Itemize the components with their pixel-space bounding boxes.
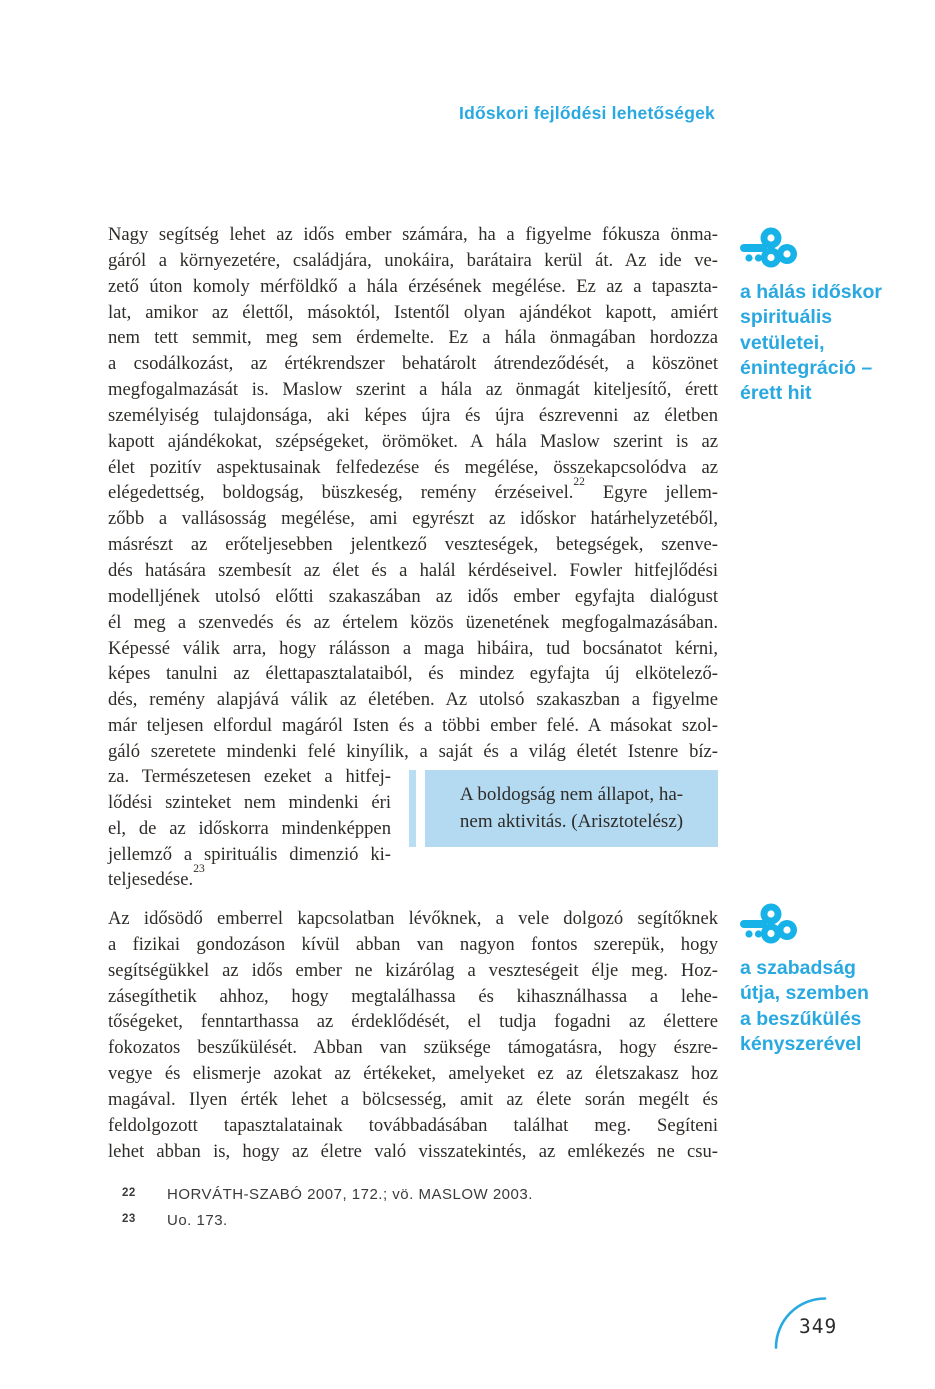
footnote-23 bbox=[122, 1212, 682, 1238]
footnote-ref-22: 22 bbox=[573, 476, 585, 489]
margin-note-line: kényszerével bbox=[740, 1032, 862, 1055]
text-line: gáról a környezetére, családjára, unokáira, barátaira kerül át. Az ide ve- bbox=[108, 249, 718, 271]
margin-note-line: spirituális bbox=[740, 306, 833, 329]
text-segment: teljesedése. bbox=[108, 869, 194, 891]
running-header: Időskori fejlődési lehetőségek bbox=[459, 103, 715, 123]
text-line: lődési szinteket nem mindenki éri bbox=[108, 791, 391, 813]
text-line: lat, amikor az élettől, másoktól, Istentől olyan ajándékot kapott, amiért bbox=[108, 301, 718, 323]
text-line: za. Természetesen ezeket a hitfej- bbox=[108, 766, 391, 787]
margin-note-line: a beszűkülés bbox=[740, 1007, 862, 1030]
text-line: lehet abban is, hogy az életre való visszatekintés, az emlékezés ne csu- bbox=[108, 1140, 718, 1162]
pull-quote-line: A boldogság nem állapot, ha- bbox=[459, 784, 684, 805]
text-line: vegye és elismerje azokat az értékeket, amelyeket ez az életszakasz hoz bbox=[108, 1063, 718, 1085]
footnotes bbox=[122, 1186, 682, 1238]
footnote-text: Uo. 173. bbox=[167, 1212, 228, 1229]
footnote-number: 23 bbox=[122, 1213, 136, 1225]
text-segment: Egyre jellem- bbox=[584, 482, 718, 504]
text-line: élet pozitív aspektusainak felfedezése és megélése, összekapcsolódva az bbox=[108, 456, 718, 478]
text-line: segítségükkel az idős ember ne kizárólag a veszteségeit élje meg. Hoz- bbox=[108, 959, 718, 981]
text-line: feldolgozott tapasztalatainak továbbadásában találhat meg. Segíteni bbox=[108, 1114, 718, 1136]
pull-quote-line: nem aktivitás. (Arisztotelész) bbox=[459, 810, 684, 832]
margin-note-line: érett hit bbox=[740, 382, 812, 405]
page-number: 349 bbox=[799, 1315, 838, 1338]
margin-note-text bbox=[740, 956, 930, 1057]
key-cluster-icon bbox=[740, 903, 797, 944]
text-line: dés hatására szembesít az élet és a halál kérdéseivel. Fowler hitfejlődési bbox=[108, 559, 718, 581]
text-line: zető úton komoly mérföldkő a hála érzésének megélése. Ez az a tapaszta- bbox=[108, 275, 718, 297]
text-line: a csodálkozást, az értékrendszer behatárolt átrendeződését, a köszönet bbox=[108, 353, 718, 375]
footnote-22 bbox=[122, 1186, 682, 1212]
text-line: Képessé válik arra, hogy rálásson a maga hibáira, tud bocsánatot kérni, bbox=[108, 637, 718, 659]
margin-note-line: útja, szemben bbox=[740, 982, 869, 1005]
text-line: a fizikai gondozáson kívül abban van nagyon fontos szerepük, hogy bbox=[108, 933, 718, 955]
text-line: jellemző a spirituális dimenzió ki- bbox=[108, 843, 391, 865]
text-line: zásegíthetik ahhoz, hogy megtalálhassa és kihasználhassa a lehe- bbox=[108, 985, 718, 1007]
text-line: gáló szeretete mindenki felé kinyílik, a saját és a világ életét Istenre bíz- bbox=[108, 740, 718, 762]
pull-quote-accent-bar bbox=[409, 770, 416, 847]
margin-note-1 bbox=[740, 227, 930, 406]
text-line: megfogalmazását is. Maslow szerint a hála az önmagát kiteljesítő, érett bbox=[108, 379, 718, 401]
margin-note-text bbox=[740, 280, 930, 406]
margin-note-line: vetületei, bbox=[740, 331, 825, 354]
footnote-number: 22 bbox=[122, 1187, 136, 1199]
margin-note-line: a hálás időskor bbox=[740, 281, 882, 303]
text-line: képes tanulni az élettapasztalataiból, és mindez egyfajta új elkötelező- bbox=[108, 663, 718, 685]
margin-note-line: énintegráció – bbox=[740, 356, 873, 379]
text-line: személyiség tulajdonsága, aki képes újra és újra észrevenni az életben bbox=[108, 404, 718, 426]
footnote-text: HORVÁTH-SZABÓ 2007, 172.; vö. MASLOW 2003. bbox=[167, 1186, 533, 1203]
footnote-ref-23: 23 bbox=[193, 863, 205, 876]
pull-quote-box bbox=[425, 770, 718, 847]
text-line: zőbb a vallásosság megélése, ami egyrészt az időskor határhelyzetéből, bbox=[108, 508, 718, 530]
text-line bbox=[108, 863, 391, 893]
key-cluster-icon bbox=[740, 227, 797, 268]
margin-note-2 bbox=[740, 903, 930, 1057]
text-line: él meg a szenvedés és az értelem közös üzenetének megfogalmazásában. bbox=[108, 611, 718, 633]
text-line: kapott ajándékokat, szépségeket, örömöket. A hála Maslow szerint is az bbox=[108, 430, 718, 452]
text-line: el, de az időskorra mindenképpen bbox=[108, 817, 391, 839]
text-line: már teljesen elfordul magáról Isten és a többi ember felé. A másokat szol- bbox=[108, 715, 718, 737]
text-line: nem tett semmit, meg sem érdemelte. Ez a hála önmagában hordozza bbox=[108, 327, 718, 349]
text-line: másrészt az erőteljesebben jelentkező veszteségek, betegségek, szenve- bbox=[108, 534, 718, 556]
margin-note-line: a szabadság bbox=[740, 957, 856, 979]
text-line: tőségeket, fenntarthassa az érdeklődését, el tudja fogadni az élettere bbox=[108, 1011, 718, 1033]
text-segment: elégedettség, boldogság, büszkeség, remény érzéseivel. bbox=[108, 482, 574, 504]
text-line: dés, remény alapjává válik az életében. Az utolsó szakaszban a figyelme bbox=[108, 689, 718, 711]
text-line: Az idősödő emberrel kapcsolatban lévőknek, a vele dolgozó segítőknek bbox=[108, 908, 718, 929]
paragraph-2 bbox=[108, 906, 718, 1164]
paragraph-1-wrap-column bbox=[108, 764, 391, 893]
text-line: magával. Ilyen érték lehet a bölcsesség, amit az élete során megélt és bbox=[108, 1088, 718, 1110]
text-line: Nagy segítség lehet az idős ember számára, ha a figyelme fókusza önma- bbox=[108, 224, 718, 245]
text-line bbox=[108, 476, 718, 506]
paragraph-1 bbox=[108, 222, 718, 765]
text-line: modelljének utolsó előtti szakaszában az idős ember egyfajta dialógust bbox=[108, 585, 718, 607]
text-line: fokozatos beszűkülését. Abban van szüksége támogatásra, hogy észre- bbox=[108, 1037, 718, 1059]
